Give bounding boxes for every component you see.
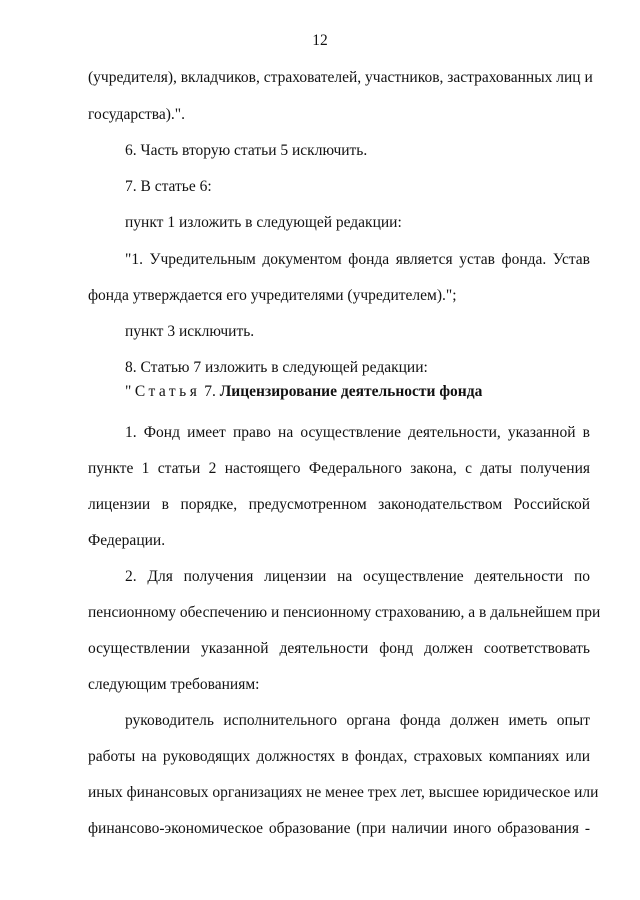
article-label: "Статья [125,383,201,400]
text-line: финансово-экономическое образование (при наличии иного образования - [88,820,590,837]
text-line: 6. Часть вторую статьи 5 исключить. [125,142,368,159]
article-number: 7. [204,383,216,400]
article-title: Лицензирование деятельности фонда [219,383,483,400]
text-line: фонда утверждается его учредителями (учредителем)."; [88,287,457,304]
text-line: руководитель исполнительного органа фонда должен иметь опыт [125,712,590,729]
text-line: пункт 1 изложить в следующей редакции: [125,214,402,231]
text-line: 8. Статью 7 изложить в следующей редакции: [125,359,428,376]
page-number: 12 [312,32,328,49]
text-line: 7. В статье 6: [125,178,212,195]
article-heading [125,381,590,403]
text-line: пункт 3 исключить. [125,323,255,340]
text-line: 2. Для получения лицензии на осуществление деятельности по [125,568,590,585]
text-line: государства).". [88,106,185,123]
text-line: иных финансовых организациях не менее трех лет, высшее юридическое или [88,784,599,801]
text-line: 1. Фонд имеет право на осуществление деятельности, указанной в [125,424,590,441]
text-line: работы на руководящих должностях в фондах, страховых компаниях или [88,748,590,765]
text-line: осуществлении указанной деятельности фонд должен соответствовать [88,640,590,657]
text-line: пенсионному обеспечению и пенсионному страхованию, а в дальнейшем при [88,604,601,621]
text-line: "1. Учредительным документом фонда является устав фонда. Устав [125,251,590,268]
text-line: следующим требованиям: [88,676,260,693]
text-line: Федерации. [88,532,166,549]
text-line: пункте 1 статьи 2 настоящего Федерального закона, с даты получения [88,460,590,477]
text-line: (учредителя), вкладчиков, страхователей, участников, застрахованных лиц и [88,69,593,86]
text-line: лицензии в порядке, предусмотренном законодательством Российской [88,496,590,513]
